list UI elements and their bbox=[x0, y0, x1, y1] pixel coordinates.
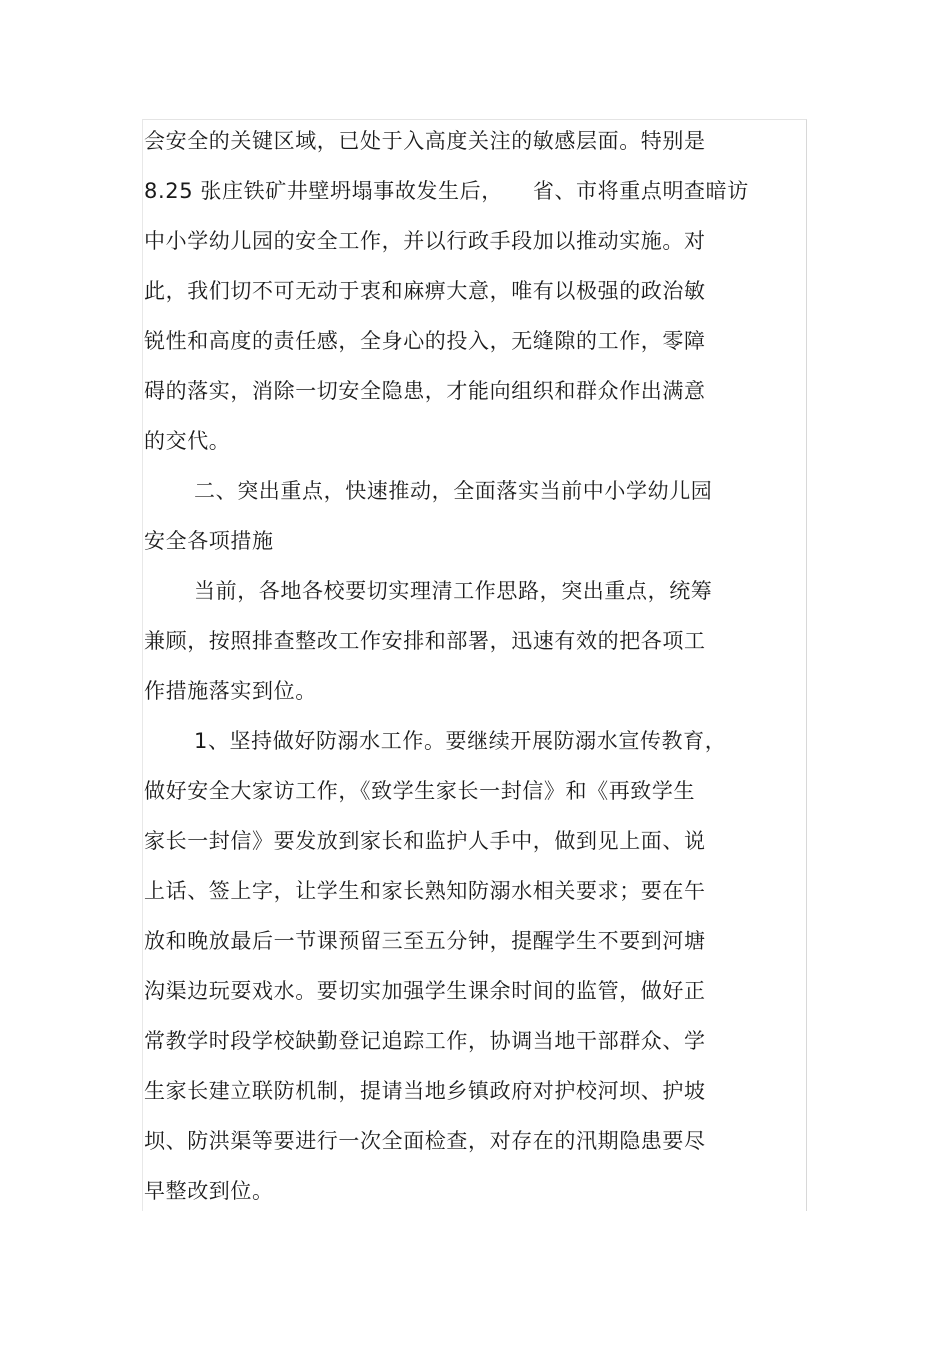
text-line: 的交代。 bbox=[144, 429, 231, 453]
text-line: 家长一封信》要发放到家长和监护人手中，做到见上面、说 bbox=[144, 829, 706, 853]
text-line: 碍的落实，消除一切安全隐患，才能向组织和群众作出满意 bbox=[144, 379, 706, 403]
text-line: 兼顾，按照排查整改工作安排和部署，迅速有效的把各项工 bbox=[144, 629, 706, 653]
text-line: 中小学幼儿园的安全工作，并以行政手段加以推动实施。对 bbox=[144, 229, 706, 253]
text-line: 生家长建立联防机制，提请当地乡镇政府对护校河坝、护坡 bbox=[144, 1079, 706, 1103]
text-line: 做好安全大家访工作，《致学生家长一封信》和《再致学生 bbox=[144, 779, 696, 803]
text-line: 此，我们切不可无动于衷和麻痹大意，唯有以极强的政治敏 bbox=[144, 279, 706, 303]
text-line: 作措施落实到位。 bbox=[144, 679, 317, 703]
text-line: 放和晚放最后一节课预留三至五分钟，提醒学生不要到河塘 bbox=[144, 929, 706, 953]
text-line: 早整改到位。 bbox=[144, 1179, 274, 1203]
text-segment: 8.25 张庄铁矿井壁坍塌事故发生后， bbox=[144, 179, 503, 203]
section-heading-line: 安全各项措施 bbox=[144, 529, 274, 553]
section-heading-line: 二、突出重点，快速推动，全面落实当前中小学幼儿园 bbox=[194, 479, 713, 503]
text-line: 当前，各地各校要切实理清工作思路，突出重点，统筹 bbox=[194, 579, 713, 603]
text-line: 锐性和高度的责任感，全身心的投入，无缝隙的工作，零障 bbox=[144, 329, 706, 353]
text-line: 1、坚持做好防溺水工作。要继续开展防溺水宣传教育， bbox=[194, 729, 727, 753]
document-body bbox=[144, 116, 794, 1216]
text-segment: 省、市将重点明查暗访 bbox=[532, 179, 749, 203]
text-line: 沟渠边玩耍戏水。要切实加强学生课余时间的监管，做好正 bbox=[144, 979, 706, 1003]
text-line: 坝、防洪渠等要进行一次全面检查，对存在的汛期隐患要尽 bbox=[144, 1129, 706, 1153]
text-line: 常教学时段学校缺勤登记追踪工作，协调当地干部群众、学 bbox=[144, 1029, 706, 1053]
text-line bbox=[144, 166, 794, 216]
text-line: 会安全的关键区域，已处于入高度关注的敏感层面。特别是 bbox=[144, 129, 706, 153]
text-line: 上话、签上字，让学生和家长熟知防溺水相关要求；要在午 bbox=[144, 879, 706, 903]
